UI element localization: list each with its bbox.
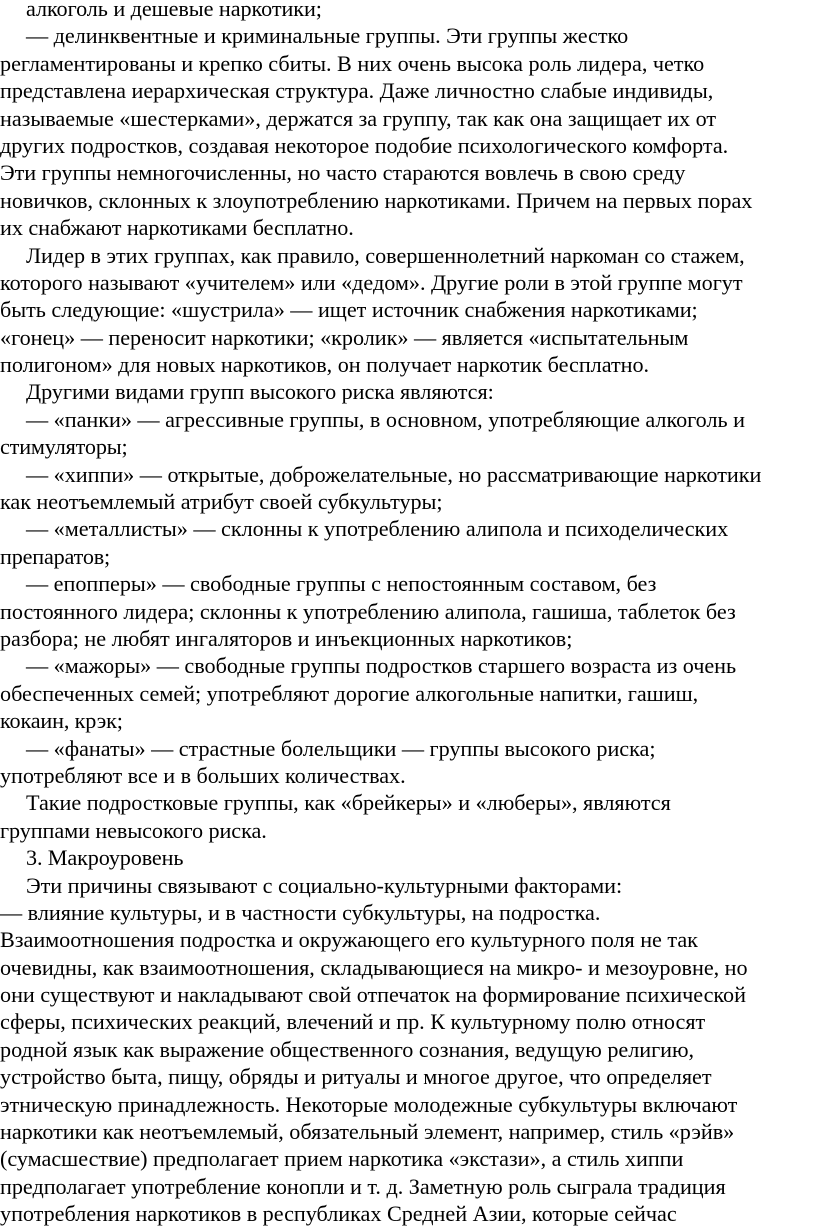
paragraph-line: представлена иерархическая структура. Даже личностно слабые индивиды, bbox=[0, 78, 714, 104]
paragraph-line-indented: — делинквентные и криминальные группы. Эти группы жестко bbox=[26, 23, 629, 49]
paragraph-line: постоянного лидера; склонны к употреблению алипола, гашиша, таблеток без bbox=[0, 598, 736, 624]
paragraph-line: «гонец» — переносит наркотики; «кролик» — является «испытательным bbox=[0, 324, 689, 350]
paragraph-line-indented: Такие подростковые группы, как «брейкеры» и «люберы», являются bbox=[26, 790, 671, 816]
paragraph-line: стимуляторы; bbox=[0, 434, 128, 460]
paragraph-line: сферы, психических реакций, влечений и пр. К культурному полю относят bbox=[0, 1009, 706, 1035]
paragraph-line: Эти группы немногочисленны, но часто стараются вовлечь в свою среду bbox=[0, 160, 686, 186]
paragraph-line: группами невысокого риска. bbox=[0, 817, 267, 843]
paragraph-line: препаратов; bbox=[0, 543, 111, 569]
paragraph-line: (сумасшествие) предполагает прием наркотика «экстази», а стиль хиппи bbox=[0, 1146, 684, 1172]
paragraph-line: — влияние культуры, и в частности субкультуры, на подростка. bbox=[0, 899, 601, 925]
paragraph-line: быть следующие: «шустрила» — ищет источник снабжения наркотиками; bbox=[0, 297, 698, 323]
paragraph-line: полигоном» для новых наркотиков, он получает наркотик бесплатно. bbox=[0, 352, 650, 378]
paragraph-line-indented: алкоголь и дешевые наркотики; bbox=[26, 0, 322, 21]
paragraph-line: которого называют «учителем» или «дедом». Другие роли в этой группе могут bbox=[0, 269, 743, 295]
paragraph-line: обеспеченных семей; употребляют дорогие алкогольные напитки, гашиш, bbox=[0, 680, 699, 706]
paragraph-line: очевидны, как взаимоотношения, складывающиеся на микро- и мезоуровне, но bbox=[0, 954, 748, 980]
paragraph-line: родной язык как выражение общественного сознания, ведущую религию, bbox=[0, 1036, 695, 1062]
paragraph-line: они существуют и накладывают свой отпечаток на формирование психической bbox=[0, 982, 746, 1008]
paragraph-line: наркотики как неотъемлемый, обязательный элемент, например, стиль «рэйв» bbox=[0, 1119, 735, 1145]
paragraph-line: разбора; не любят ингаляторов и инъекционных наркотиков; bbox=[0, 625, 573, 651]
paragraph-line-indented: Лидер в этих группах, как правило, совершеннолетний наркоман со стажем, bbox=[26, 242, 745, 268]
paragraph-line-indented: Эти причины связывают с социально-культурными факторами: bbox=[26, 872, 623, 898]
paragraph-line-indented: Другими видами групп высокого риска являются: bbox=[26, 379, 494, 405]
paragraph-line: Взаимоотношения подростка и окружающего его культурного поля не так bbox=[0, 927, 698, 953]
paragraph-line: регламентированы и крепко сбиты. В них очень высока роль лидера, четко bbox=[0, 50, 705, 76]
paragraph-line-indented: — «хиппи» — открытые, доброжелательные, но рассматривающие наркотики bbox=[26, 461, 762, 487]
paragraph-line-indented: — епопперы» — свободные группы с непостоянным составом, без bbox=[26, 571, 657, 597]
paragraph-line: устройство быта, пищу, обряды и ритуалы и многое другое, что определяет bbox=[0, 1064, 712, 1090]
paragraph-line: новичков, склонных к злоупотреблению наркотиками. Причем на первых порах bbox=[0, 187, 753, 213]
paragraph-line: называемые «шестерками», держатся за группу, так как она защищает их от bbox=[0, 105, 717, 131]
paragraph-line-indented: 3. Макроуровень bbox=[26, 845, 184, 871]
paragraph-line: этническую принадлежность. Некоторые молодежные субкультуры включают bbox=[0, 1091, 738, 1117]
paragraph-line-indented: — «фанаты» — страстные болельщики — группы высокого риска; bbox=[26, 735, 656, 761]
paragraph-line: употребления наркотиков в республиках Средней Азии, которые сейчас bbox=[0, 1201, 677, 1227]
paragraph-line: как неотъемлемый атрибут своей субкультуры; bbox=[0, 489, 443, 515]
paragraph-line: предполагает употребление конопли и т. д. Заметную роль сыграла традиция bbox=[0, 1173, 726, 1199]
paragraph-line-indented: — «панки» — агрессивные группы, в основном, употребляющие алкоголь и bbox=[26, 406, 745, 432]
paragraph-line-indented: — «металлисты» — склонны к употреблению алипола и психоделических bbox=[26, 516, 729, 542]
paragraph-line: кокаин, крэк; bbox=[0, 708, 123, 734]
paragraph-line: их снабжают наркотиками бесплатно. bbox=[0, 215, 354, 241]
paragraph-line-indented: — «мажоры» — свободные группы подростков старшего возраста из очень bbox=[26, 653, 737, 679]
paragraph-line: употребляют все и в больших количествах. bbox=[0, 762, 406, 788]
paragraph-line: других подростков, создавая некоторое подобие психологического комфорта. bbox=[0, 132, 729, 158]
